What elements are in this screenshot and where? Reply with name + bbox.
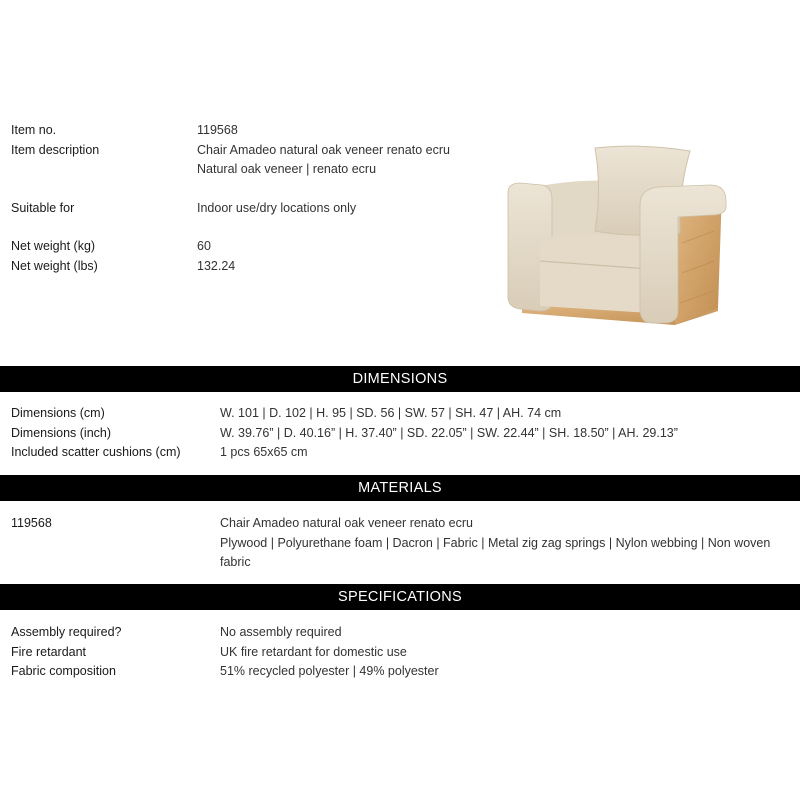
dimensions-cm-label: Dimensions (cm)	[11, 406, 105, 420]
net-weight-lbs-value: 132.24	[197, 259, 236, 273]
assembly-label: Assembly required?	[11, 625, 122, 639]
fire-retardant-value: UK fire retardant for domestic use	[220, 645, 407, 659]
product-summary	[0, 118, 800, 348]
assembly-value: No assembly required	[220, 625, 342, 639]
scatter-cushions-value: 1 pcs 65x65 cm	[220, 445, 308, 459]
fabric-composition-label: Fabric composition	[11, 664, 116, 678]
materials-code: 119568	[11, 516, 52, 530]
chair-product-image	[500, 143, 730, 338]
dimensions-inch-label: Dimensions (inch)	[11, 426, 112, 440]
item-no-label: Item no.	[11, 123, 57, 137]
item-description-value-2: Natural oak veneer | renato ecru	[197, 162, 377, 176]
net-weight-lbs-label: Net weight (lbs)	[11, 259, 98, 273]
dimensions-cm-value: W. 101 | D. 102 | H. 95 | SD. 56 | SW. 57 | SH. 47 | AH. 74 cm	[220, 406, 562, 420]
scatter-cushions-label: Included scatter cushions (cm)	[11, 445, 181, 459]
item-description-value: Chair Amadeo natural oak veneer renato ecru	[197, 143, 450, 157]
suitable-for-value: Indoor use/dry locations only	[197, 201, 357, 215]
materials-list-continued: fabric	[220, 555, 251, 569]
materials-list: Plywood | Polyurethane foam | Dacron | Fabric | Metal zig zag springs | Nylon webbing | Non woven	[220, 536, 771, 550]
item-description-label: Item description	[11, 143, 100, 157]
materials-name: Chair Amadeo natural oak veneer renato ecru	[220, 516, 473, 530]
suitable-for-label: Suitable for	[11, 201, 75, 215]
specifications-header: SPECIFICATIONS	[0, 584, 800, 610]
net-weight-kg-label: Net weight (kg)	[11, 239, 96, 253]
net-weight-kg-value: 60	[197, 239, 211, 253]
fabric-composition-value: 51% recycled polyester | 49% polyester	[220, 664, 439, 678]
dimensions-inch-value: W. 39.76” | D. 40.16” | H. 37.40” | SD. 22.05” | SW. 22.44” | SH. 18.50” | AH. 29.13”	[220, 426, 678, 440]
fire-retardant-label: Fire retardant	[11, 645, 87, 659]
materials-header: MATERIALS	[0, 475, 800, 501]
item-no-value: 119568	[197, 123, 238, 137]
dimensions-header: DIMENSIONS	[0, 366, 800, 392]
